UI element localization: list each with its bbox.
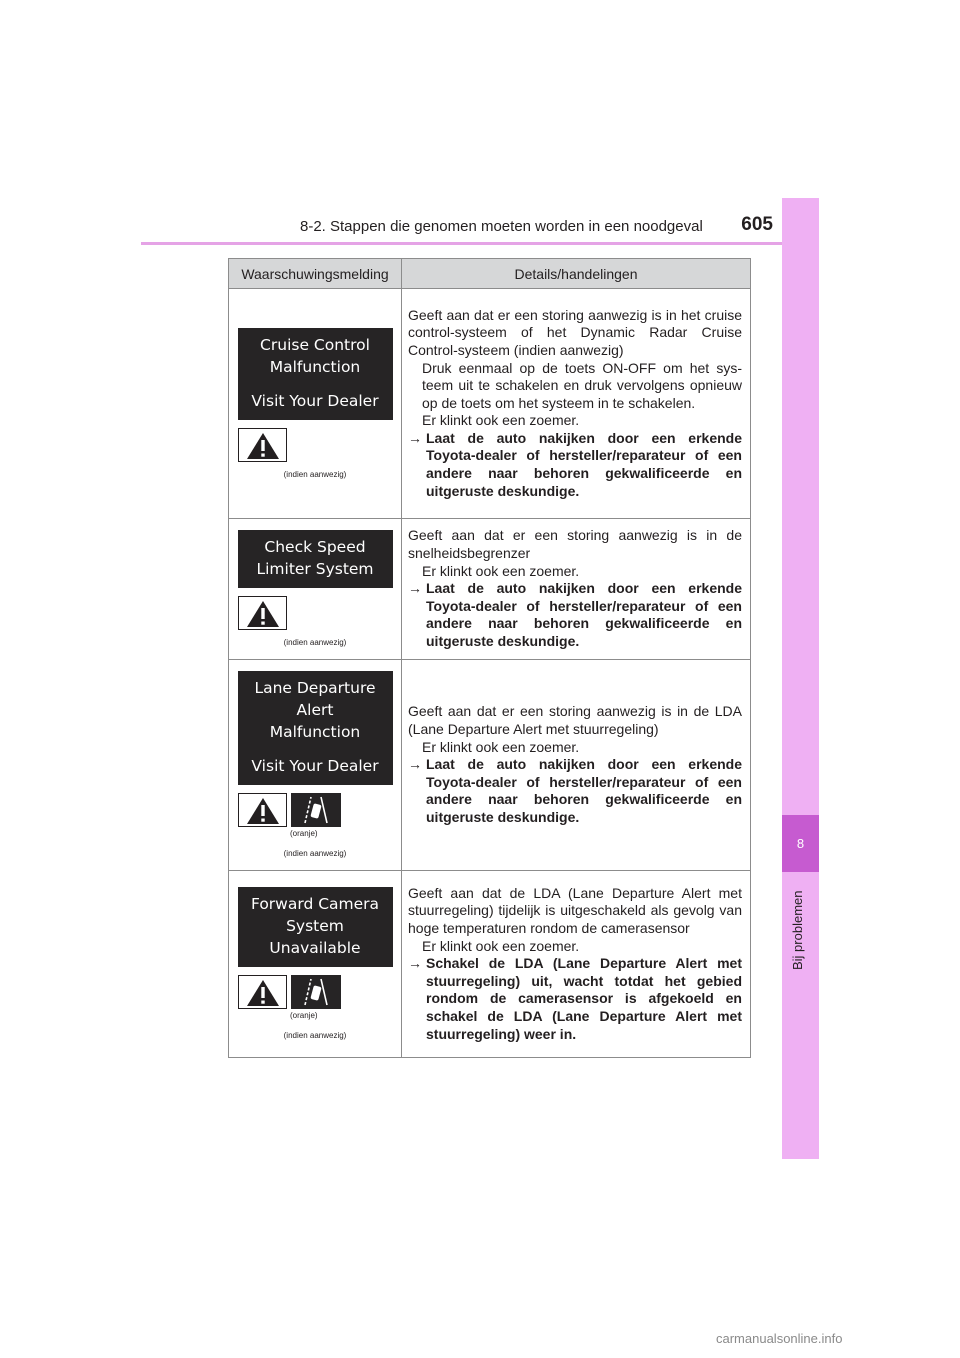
display-line: Malfunction	[269, 357, 361, 376]
warning-cell	[229, 660, 402, 871]
chapter-side-tab	[782, 198, 819, 1159]
availability-note: (indien aanwezig)	[283, 849, 347, 858]
display-message	[238, 328, 393, 420]
table-row	[229, 660, 751, 871]
action	[408, 756, 742, 826]
arrow-icon: →	[408, 756, 422, 773]
table-row	[229, 519, 751, 660]
display-line: Forward Camera	[250, 895, 380, 913]
action-text: Laat de auto nakijken door een erkende Toyota-dealer of hersteller/reparateur of een andere naar behoren gekwalificeerde en uitgeruste deskundige.	[426, 756, 742, 825]
action-text: Laat de auto nakijken door een erkende Toyota-dealer of hersteller/reparateur of een andere naar behoren gekwalificeerde en uitgeruste deskundige.	[426, 580, 742, 649]
warning-triangle-icon	[238, 793, 287, 827]
column-header-warning: Waarschuwingsmelding	[229, 259, 402, 289]
display-line: Visit Your Dealer	[251, 757, 379, 775]
instruction: Druk eenmaal op de toets ON-OFF om het systeem uit te schakelen en druk vervolgens opnieuw op de toets om het systeem in te schakelen.	[422, 359, 742, 411]
buzzer-note: Er klinkt ook een zoemer.	[422, 562, 580, 579]
description: Geeft aan dat er een storing aanwezig is in het cruise control-systeem of het Dynamic Radar Cruise Control-systeem (indien aanwezig)	[408, 306, 742, 358]
display-line: Limiter System	[256, 560, 374, 578]
arrow-icon: →	[408, 429, 422, 446]
display-message	[238, 671, 393, 785]
availability-note: (indien aanwezig)	[283, 469, 347, 479]
table-header-row	[229, 259, 751, 289]
action-text: Laat de auto nakijken door een erkende Toyota-dealer of hersteller/reparateur of een andere naar behoren gekwalificeerde en uitgeruste deskundige.	[426, 429, 742, 499]
lane-departure-icon	[291, 793, 341, 827]
arrow-icon: →	[408, 580, 422, 597]
display-message	[238, 887, 393, 967]
warning-triangle-icon	[238, 975, 287, 1009]
action-text: Schakel de LDA (Lane Departure Alert met stuurregeling) uit, wacht totdat het gebied rondom de camerasensor is afgekoeld en schakel de LDA (Lane Departure Alert met stuurregeling) weer in.	[426, 955, 742, 1042]
warning-triangle-icon	[238, 596, 287, 630]
buzzer-note: Er klinkt ook een zoemer.	[422, 412, 580, 429]
display-line: Lane Departure	[254, 679, 376, 697]
table-row	[229, 871, 751, 1058]
lane-departure-icon	[291, 975, 341, 1009]
warning-triangle-icon	[238, 428, 287, 462]
action	[408, 955, 742, 1043]
details-cell	[402, 289, 751, 519]
page-number: 605	[741, 214, 773, 235]
column-header-details: Details/handelingen	[402, 259, 751, 289]
details-cell	[402, 660, 751, 871]
section-title: 8-2. Stappen die genomen moeten worden in een noodgeval	[300, 218, 703, 235]
description: Geeft aan dat er een storing aanwezig is in de LDA (Lane Departure Alert met stuurregeling)	[408, 703, 742, 738]
watermark: carmanualsonline.info	[716, 1331, 843, 1346]
warning-cell	[229, 519, 402, 660]
display-line: Check Speed	[264, 538, 366, 556]
arrow-icon: →	[408, 955, 422, 972]
details-cell	[402, 871, 751, 1058]
display-line: System	[286, 917, 344, 935]
display-line: Unavailable	[269, 939, 361, 957]
color-note: (oranje)	[290, 1011, 318, 1020]
action	[408, 430, 742, 500]
description: Geeft aan dat de LDA (Lane Departure Alert met stuurregeling) tijdelijk is uitgeschakeld als gevolg van hoge temperaturen rondom de camerasensor	[408, 884, 742, 937]
display-line: Alert	[296, 701, 334, 719]
details-cell	[402, 519, 751, 660]
display-line: Cruise Control	[260, 335, 370, 354]
buzzer-note: Er klinkt ook een zoemer.	[422, 937, 580, 954]
warning-cell	[229, 289, 402, 519]
color-note: (oranje)	[290, 829, 318, 838]
table-row	[229, 289, 751, 519]
chapter-number: 8	[782, 815, 819, 872]
warning-cell	[229, 871, 402, 1058]
header-rule	[141, 242, 819, 245]
availability-note: (indien aanwezig)	[283, 1031, 347, 1040]
page-header	[300, 214, 773, 244]
display-message	[238, 530, 393, 588]
display-line: Malfunction	[269, 723, 361, 741]
chapter-label: Bij problemen	[790, 890, 805, 970]
action	[408, 580, 742, 650]
availability-note: (indien aanwezig)	[283, 638, 347, 647]
warning-table	[228, 258, 751, 1058]
description: Geeft aan dat er een storing aanwezig is in de snelheidsbegrenzer	[408, 527, 742, 562]
display-line: Visit Your Dealer	[251, 391, 379, 410]
buzzer-note: Er klinkt ook een zoemer.	[422, 738, 580, 755]
